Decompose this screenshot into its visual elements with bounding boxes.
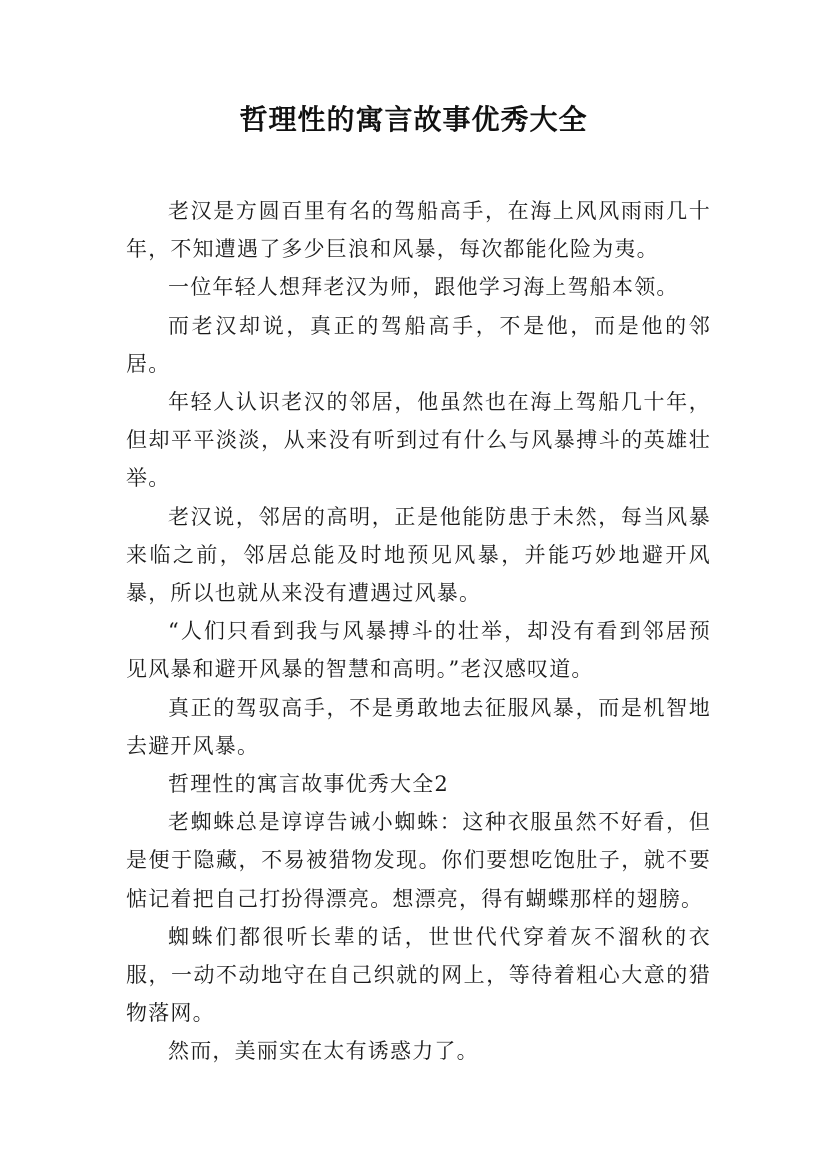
paragraph: 年轻人认识老汉的邻居，他虽然也在海上驾船几十年，但却平平淡淡，从来没有听到过有什么与风暴搏斗的英雄壮举。: [126, 390, 711, 491]
paragraph: “人们只看到我与风暴搏斗的壮举，却没有看到邻居预见风暴和避开风暴的智慧和高明。”老汉感叹道。: [126, 619, 711, 682]
paragraph: 老蜘蛛总是谆谆告诫小蜘蛛：这种衣服虽然不好看，但是便于隐藏，不易被猎物发现。你们要想吃饱肚子，就不要惦记着把自己打扮得漂亮。想漂亮，得有蝴蝶那样的翅膀。: [126, 810, 711, 911]
paragraph: 老汉说，邻居的高明，正是他能防患于未然，每当风暴来临之前，邻居总能及时地预见风暴，并能巧妙地避开风暴，所以也就从来没有遭遇过风暴。: [126, 504, 711, 606]
paragraph: 真正的驾驭高手，不是勇敢地去征服风暴，而是机智地去避开风暴。: [126, 695, 711, 758]
document-title: 哲理性的寓言故事优秀大全: [239, 103, 588, 136]
paragraph: 一位年轻人想拜老汉为师，跟他学习海上驾船本领。: [168, 275, 679, 300]
paragraph: 老汉是方圆百里有名的驾船高手，在海上风风雨雨几十年，不知遭遇了多少巨浪和风暴，每次都能化险为夷。: [126, 199, 711, 262]
paragraph: 而老汉却说，真正的驾船高手，不是他，而是他的邻居。: [126, 313, 711, 376]
paragraph: 然而，美丽实在太有诱惑力了。: [168, 1039, 479, 1064]
section-heading: 哲理性的寓言故事优秀大全2: [168, 772, 449, 797]
paragraph: 蜘蛛们都很听长辈的话，世世代代穿着灰不溜秋的衣服，一动不动地守在自己织就的网上，等待着粗心大意的猎物落网。: [126, 924, 711, 1026]
document-body: [126, 192, 711, 1071]
